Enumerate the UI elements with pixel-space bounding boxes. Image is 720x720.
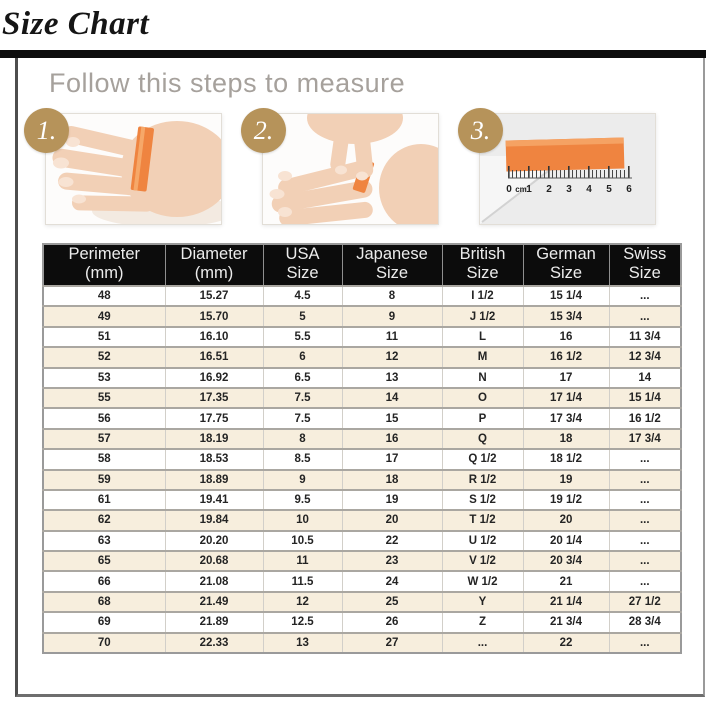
table-cell: 56 xyxy=(43,408,165,428)
header-line: Size xyxy=(375,264,409,282)
table-cell: 25 xyxy=(342,592,442,612)
table-cell: 16.92 xyxy=(165,368,263,388)
table-cell: 15.27 xyxy=(165,286,263,306)
column-header-swiss-size xyxy=(609,244,681,286)
table-cell: ... xyxy=(609,449,681,469)
ruler-label-4: 4 xyxy=(586,184,592,195)
table-cell: 5.5 xyxy=(263,327,342,347)
content-frame xyxy=(15,58,705,697)
column-header-diameter xyxy=(165,244,263,286)
table-cell: 24 xyxy=(342,571,442,591)
table-cell: 17 xyxy=(342,449,442,469)
table-cell: 12 xyxy=(263,592,342,612)
table-cell: 16 xyxy=(342,429,442,449)
ruler-label-6: 6 xyxy=(626,184,632,195)
table-row xyxy=(43,633,681,653)
table-cell: Z xyxy=(442,612,523,632)
hand-with-strip-illustration xyxy=(46,114,221,224)
table-cell: J 1/2 xyxy=(442,306,523,326)
table-cell: 22 xyxy=(342,531,442,551)
size-table-body xyxy=(43,286,681,653)
table-cell: V 1/2 xyxy=(442,551,523,571)
step-3-number-badge xyxy=(458,108,503,153)
table-cell: R 1/2 xyxy=(442,470,523,490)
table-row xyxy=(43,490,681,510)
ruler-label-3: 3 xyxy=(566,184,572,195)
table-row xyxy=(43,612,681,632)
table-cell: T 1/2 xyxy=(442,510,523,530)
table-cell: 59 xyxy=(43,470,165,490)
table-cell: 16.10 xyxy=(165,327,263,347)
table-cell: 18 xyxy=(342,470,442,490)
table-cell: 55 xyxy=(43,388,165,408)
table-cell: 6 xyxy=(263,347,342,367)
table-row xyxy=(43,388,681,408)
table-cell: 17 3/4 xyxy=(523,408,609,428)
step-2-number-badge xyxy=(241,108,286,153)
table-cell: 8 xyxy=(342,286,442,306)
step-2-number: 2. xyxy=(253,115,274,145)
header-line: Size xyxy=(286,264,319,282)
table-cell: 23 xyxy=(342,551,442,571)
table-cell: 49 xyxy=(43,306,165,326)
table-cell: 10.5 xyxy=(263,531,342,551)
table-cell: ... xyxy=(609,633,681,653)
table-cell: 58 xyxy=(43,449,165,469)
header-line: Japanese xyxy=(356,245,428,263)
table-cell: 19.41 xyxy=(165,490,263,510)
table-cell: 20 3/4 xyxy=(523,551,609,571)
table-cell: Q 1/2 xyxy=(442,449,523,469)
table-row xyxy=(43,347,681,367)
table-cell: 53 xyxy=(43,368,165,388)
table-cell: 51 xyxy=(43,327,165,347)
step-1-number: 1. xyxy=(36,115,57,145)
table-cell: O xyxy=(442,388,523,408)
table-cell: 11 xyxy=(263,551,342,571)
table-cell: 16.51 xyxy=(165,347,263,367)
header-line: USA xyxy=(285,245,320,263)
table-cell: ... xyxy=(609,470,681,490)
table-row xyxy=(43,510,681,530)
table-cell: 17 3/4 xyxy=(609,429,681,449)
table-cell: 18.19 xyxy=(165,429,263,449)
table-cell: ... xyxy=(609,306,681,326)
table-cell: 20 xyxy=(523,510,609,530)
table-cell: 17 xyxy=(523,368,609,388)
table-cell: 17.35 xyxy=(165,388,263,408)
table-cell: 66 xyxy=(43,571,165,591)
step-2-photo xyxy=(262,113,439,225)
table-row xyxy=(43,408,681,428)
table-cell: 62 xyxy=(43,510,165,530)
column-header-usa-size xyxy=(263,244,342,286)
table-cell: S 1/2 xyxy=(442,490,523,510)
table-cell: 18.89 xyxy=(165,470,263,490)
table-cell: 27 1/2 xyxy=(609,592,681,612)
table-row xyxy=(43,470,681,490)
table-cell: 17.75 xyxy=(165,408,263,428)
step-3 xyxy=(458,108,672,238)
table-row xyxy=(43,286,681,306)
step-1-photo xyxy=(45,113,222,225)
table-cell: N xyxy=(442,368,523,388)
table-cell: 7.5 xyxy=(263,388,342,408)
table-cell: 15 3/4 xyxy=(523,306,609,326)
table-cell: 17 1/4 xyxy=(523,388,609,408)
table-row xyxy=(43,327,681,347)
table-cell: 15 xyxy=(342,408,442,428)
table-cell: 11 xyxy=(342,327,442,347)
table-row xyxy=(43,592,681,612)
table-cell: 15.70 xyxy=(165,306,263,326)
step-3-photo xyxy=(479,113,656,225)
table-row xyxy=(43,571,681,591)
table-cell: ... xyxy=(609,286,681,306)
table-cell: 12 3/4 xyxy=(609,347,681,367)
table-cell: 63 xyxy=(43,531,165,551)
table-cell: ... xyxy=(609,490,681,510)
table-cell: ... xyxy=(609,571,681,591)
table-cell: 19 xyxy=(523,470,609,490)
table-cell: 16 1/2 xyxy=(523,347,609,367)
table-cell: 12 xyxy=(342,347,442,367)
table-cell: 27 xyxy=(342,633,442,653)
table-cell: 21.49 xyxy=(165,592,263,612)
table-cell: 10 xyxy=(263,510,342,530)
table-cell: 18.53 xyxy=(165,449,263,469)
ruler-label-0: 0 xyxy=(506,184,512,195)
ruler-measurement-illustration xyxy=(480,114,655,224)
ruler-label-2: 2 xyxy=(546,184,552,195)
table-cell: 9 xyxy=(342,306,442,326)
header-line: Perimeter xyxy=(68,245,141,263)
table-cell: 8 xyxy=(263,429,342,449)
step-3-number: 3. xyxy=(470,115,491,145)
table-cell: I 1/2 xyxy=(442,286,523,306)
table-cell: 6.5 xyxy=(263,368,342,388)
instructions-heading: Follow this steps to measure xyxy=(49,68,406,98)
table-cell: 20.68 xyxy=(165,551,263,571)
header-line: German xyxy=(536,245,596,263)
table-cell: P xyxy=(442,408,523,428)
table-cell: 15 1/4 xyxy=(609,388,681,408)
step-1 xyxy=(24,108,238,238)
table-cell: 8.5 xyxy=(263,449,342,469)
table-cell: 20.20 xyxy=(165,531,263,551)
table-cell: 9 xyxy=(263,470,342,490)
table-cell: W 1/2 xyxy=(442,571,523,591)
page-title: Size Chart xyxy=(2,6,150,42)
title-divider-bar xyxy=(0,50,706,58)
table-cell: 21.08 xyxy=(165,571,263,591)
table-cell: Y xyxy=(442,592,523,612)
column-header-japanese-size xyxy=(342,244,442,286)
table-row xyxy=(43,306,681,326)
table-cell: ... xyxy=(609,531,681,551)
table-cell: 69 xyxy=(43,612,165,632)
table-row xyxy=(43,429,681,449)
ruler-label-1: 1 xyxy=(526,184,532,195)
table-cell: U 1/2 xyxy=(442,531,523,551)
table-cell: 26 xyxy=(342,612,442,632)
table-cell: 70 xyxy=(43,633,165,653)
table-cell: 21 xyxy=(523,571,609,591)
table-cell: 15 1/4 xyxy=(523,286,609,306)
table-cell: 21 3/4 xyxy=(523,612,609,632)
table-cell: 7.5 xyxy=(263,408,342,428)
table-row xyxy=(43,551,681,571)
table-cell: 9.5 xyxy=(263,490,342,510)
table-cell: 19.84 xyxy=(165,510,263,530)
table-cell: 11.5 xyxy=(263,571,342,591)
table-cell: ... xyxy=(609,551,681,571)
table-cell: 19 1/2 xyxy=(523,490,609,510)
header-line: (mm) xyxy=(85,264,124,282)
header-line: Size xyxy=(466,264,499,282)
table-cell: L xyxy=(442,327,523,347)
table-cell: 65 xyxy=(43,551,165,571)
header-line: British xyxy=(459,245,506,263)
step-1-number-badge xyxy=(24,108,69,153)
table-cell: 12.5 xyxy=(263,612,342,632)
header-line: Size xyxy=(549,264,583,282)
table-cell: 18 1/2 xyxy=(523,449,609,469)
step-2 xyxy=(241,108,455,238)
header-row xyxy=(43,244,681,286)
table-cell: 5 xyxy=(263,306,342,326)
table-cell: 11 3/4 xyxy=(609,327,681,347)
table-cell: 21.89 xyxy=(165,612,263,632)
table-cell: 61 xyxy=(43,490,165,510)
header-line: Diameter xyxy=(180,245,248,263)
table-cell: 13 xyxy=(263,633,342,653)
ruler-label-cm: cm xyxy=(515,185,527,194)
table-cell: 20 xyxy=(342,510,442,530)
table-cell: 18 xyxy=(523,429,609,449)
table-cell: ... xyxy=(609,510,681,530)
header-line: (mm) xyxy=(194,264,234,282)
ruler-label-5: 5 xyxy=(606,184,612,195)
table-cell: 68 xyxy=(43,592,165,612)
table-cell: 28 3/4 xyxy=(609,612,681,632)
table-cell: 16 1/2 xyxy=(609,408,681,428)
table-cell: 21 1/4 xyxy=(523,592,609,612)
table-cell: 13 xyxy=(342,368,442,388)
column-header-perimeter xyxy=(43,244,165,286)
table-cell: 20 1/4 xyxy=(523,531,609,551)
table-cell: 14 xyxy=(342,388,442,408)
table-cell: M xyxy=(442,347,523,367)
header-line: Size xyxy=(628,264,661,282)
header-line: Swiss xyxy=(623,245,667,263)
table-row xyxy=(43,531,681,551)
table-cell: ... xyxy=(442,633,523,653)
table-cell: 52 xyxy=(43,347,165,367)
table-cell: Q xyxy=(442,429,523,449)
column-header-british-size xyxy=(442,244,523,286)
table-cell: 48 xyxy=(43,286,165,306)
table-cell: 22 xyxy=(523,633,609,653)
table-row xyxy=(43,368,681,388)
table-cell: 22.33 xyxy=(165,633,263,653)
table-cell: 19 xyxy=(342,490,442,510)
table-row xyxy=(43,449,681,469)
marking-strip-illustration xyxy=(263,114,438,224)
size-table xyxy=(42,243,682,654)
table-cell: 4.5 xyxy=(263,286,342,306)
table-cell: 16 xyxy=(523,327,609,347)
table-cell: 57 xyxy=(43,429,165,449)
column-header-german-size xyxy=(523,244,609,286)
table-cell: 14 xyxy=(609,368,681,388)
